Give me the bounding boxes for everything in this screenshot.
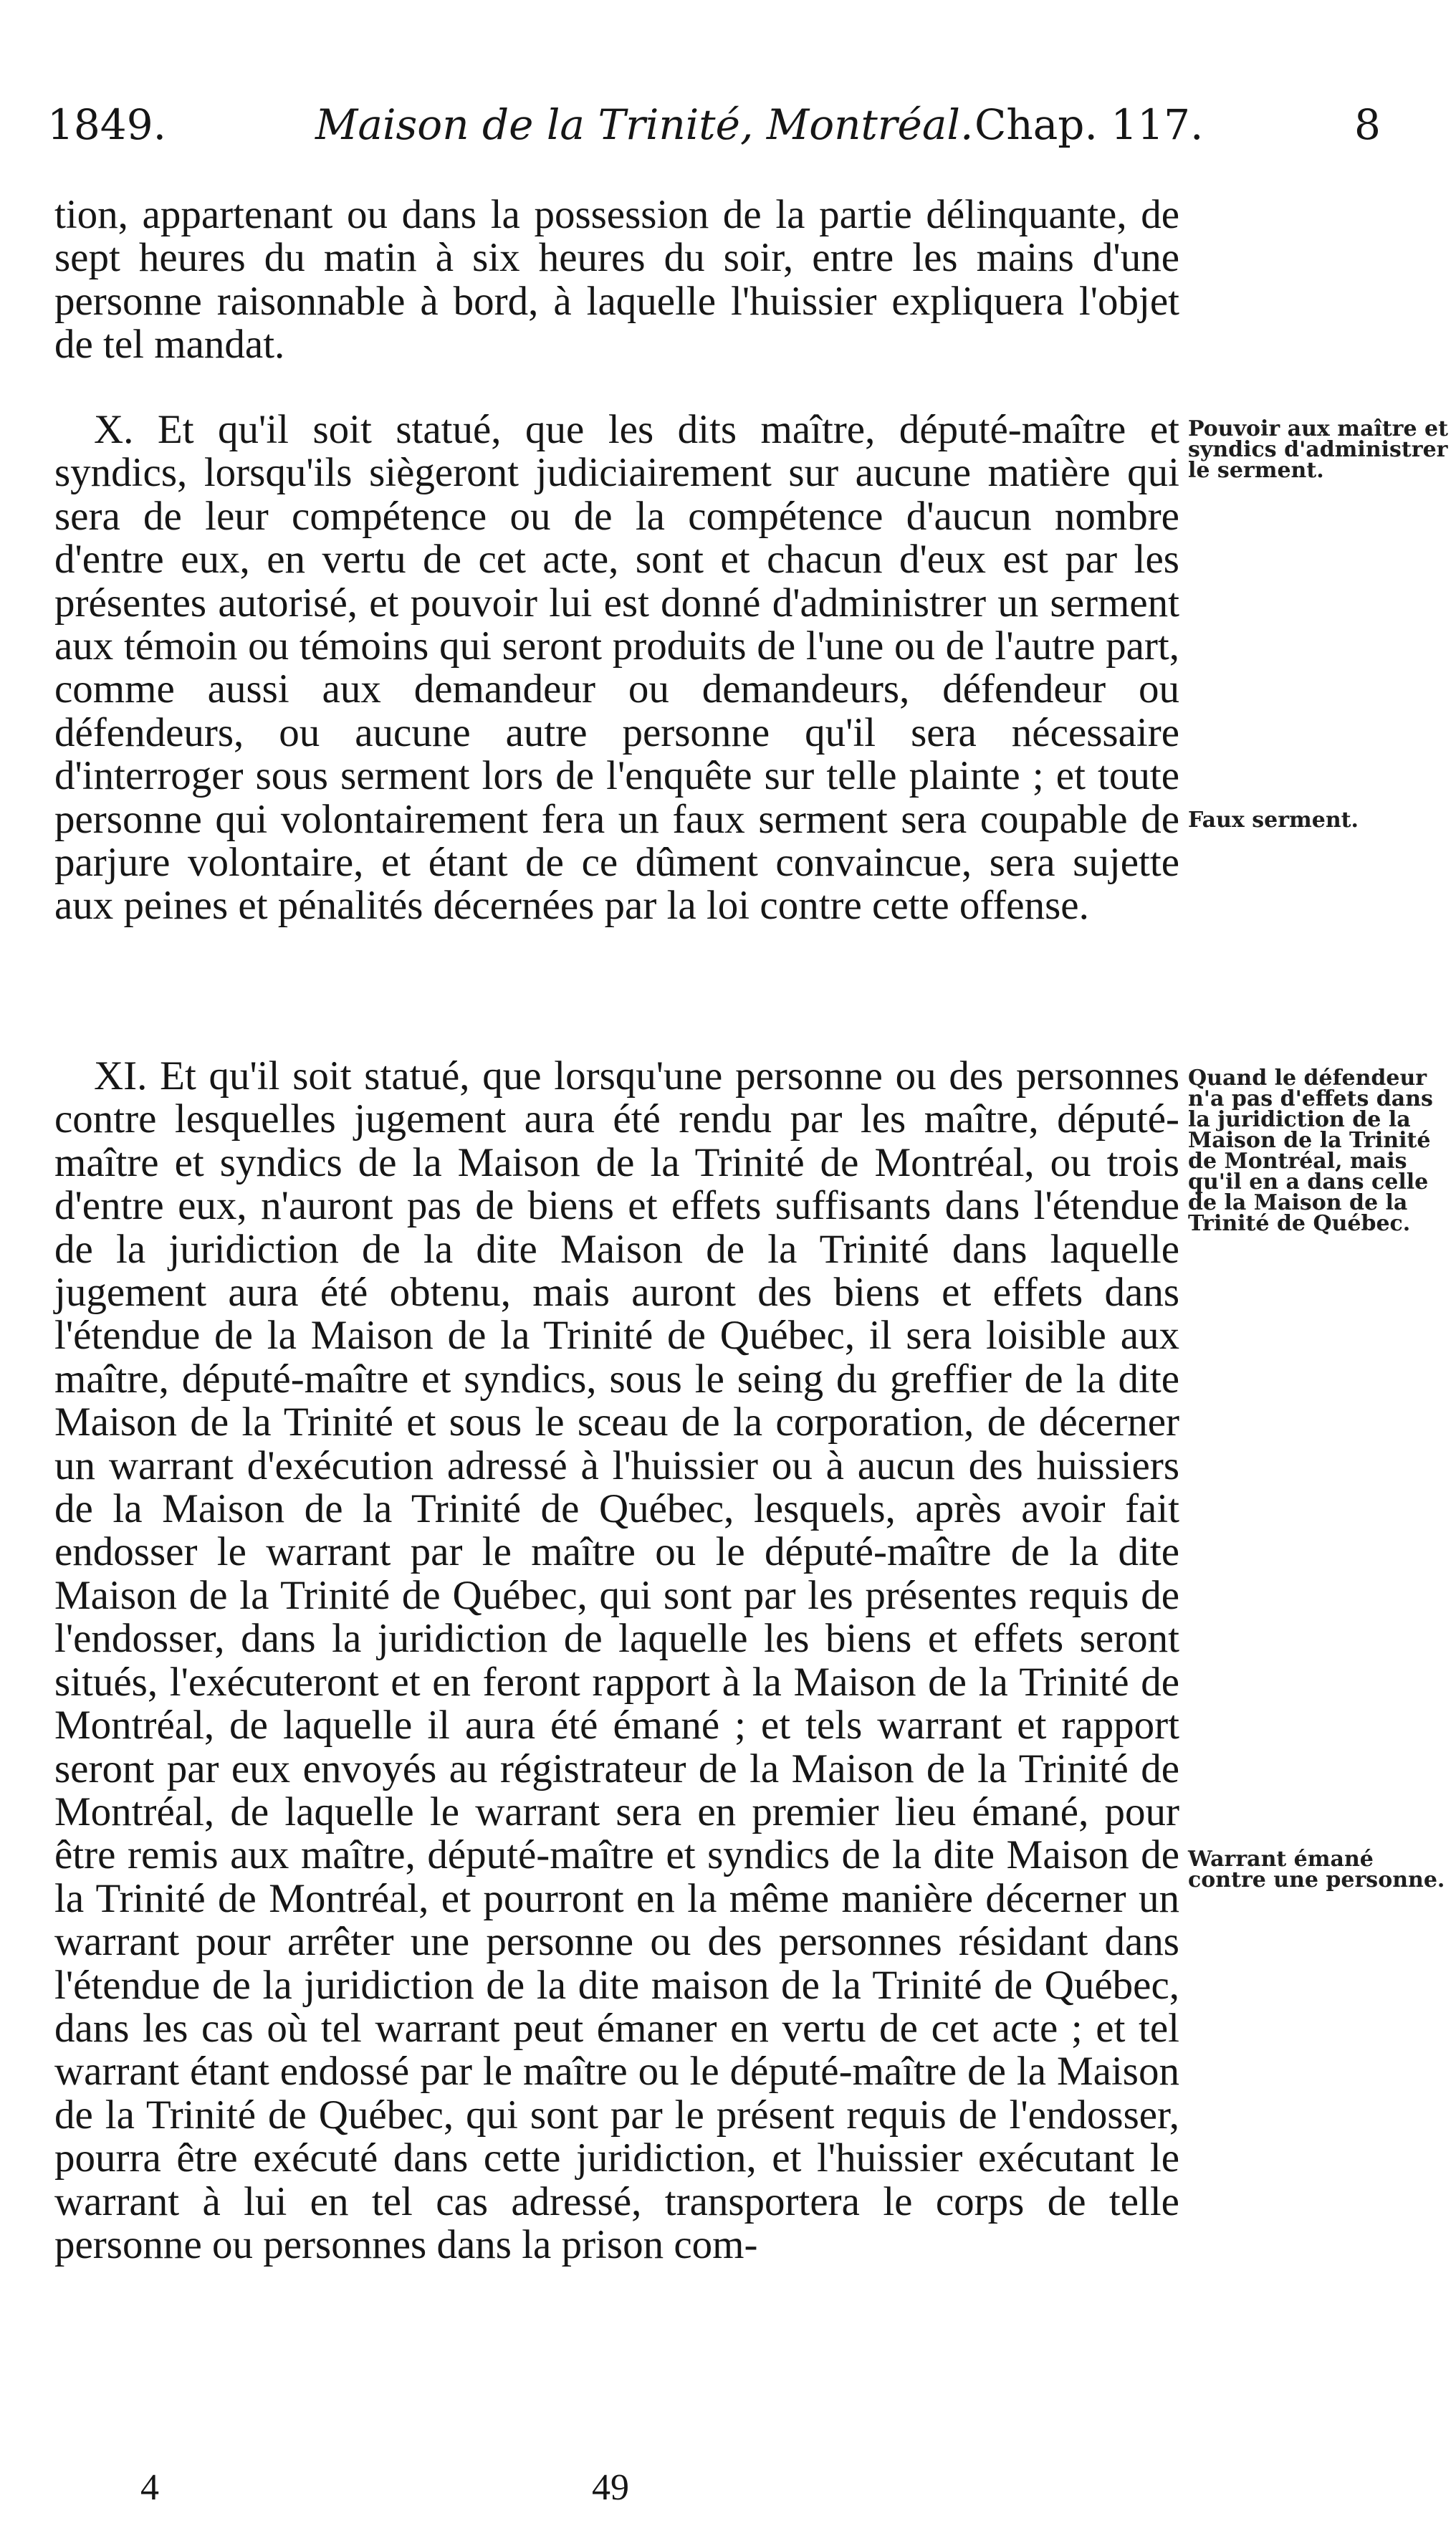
footer-signature-mark: 4 [140,2467,159,2508]
header-year: 1849. [47,100,167,149]
header-chapter: Chap. 117. [974,100,1204,149]
header-title: Maison de la Trinité, Montréal. [315,100,974,149]
margin-note-quand: Quand le défendeur n'a pas d'effets dans la juridiction de la Maison de la Trinité de Montréal, mais qu'il en a dans celle de la Maison de la Trinité de Québec. [1188,1066,1433,1236]
footer-sheet-number: 49 [592,2467,629,2508]
margin-note-pouvoir: Pouvoir aux maître et syndics d'administrer le serment. [1188,416,1448,483]
margin-note-warrant: Warrant émané contre une personne. [1188,1847,1445,1893]
section-x-paragraph: X. Et qu'il soit statué, que les dits maître, député-maître et syndics, lorsqu'ils siègeront judiciairement sur aucune matière qui sera de leur compétence ou de la compétence d'aucun nombre d'entre eux, en vertu de cet acte, sont et chacun d'eux est par les présentes autorisé, et pouvoir lui est donné d'administrer un serment aux témoin ou témoins qui seront produits de l'une ou de l'autre part, comme aussi aux demandeur ou demandeurs, défendeur ou défendeurs, ou aucune autre personne qu'il sera nécessaire d'interroger sous serment lors de l'enquête sur telle plainte ; et toute personne qui volontairement fera un faux serment sera coupable de parjure volontaire, et étant de ce dûment convaincue, sera sujette aux peines et pénalités décernées par la loi contre cette offense. [54,407,1179,929]
margin-note-faux-serment: Faux serment. [1188,808,1359,833]
section-x-block [54,408,1179,928]
header-page-number: 8 [1354,100,1381,149]
continuation-paragraph: tion, appartenant ou dans la possession de la partie délinquante, de sept heures du matin à six heures du soir, entre les mains d'une personne raisonnable à bord, à laquelle l'huissier expliquera l'objet de tel mandat. [54,192,1179,368]
section-xi-block [54,1055,1179,2267]
continuation-paragraph-block [54,193,1179,367]
section-xi-paragraph: XI. Et qu'il soit statué, que lorsqu'une personne ou des personnes contre lesquelles jugement aura été rendu par les maître, député-maître et syndics de la Maison de la Trinité de Montréal, ou trois d'entre eux, n'auront pas de biens et effets suffisants dans l'étendue de la juridiction de la dite Maison de la Trinité dans laquelle jugement aura été obtenu, mais auront des biens et effets dans l'étendue de la Maison de la Trinité de Québec, il sera loisible aux maître, député-maître et syndics, sous le seing du greffier de la dite Maison de la Trinité et sous le sceau de la corporation, de décerner un warrant d'exécution adressé à l'huissier ou à aucun des huissiers de la Maison de la Trinité de Québec, lesquels, après avoir fait endosser le warrant par le maître ou le député-maître de la dite Maison de la Trinité de Québec, qui sont par les présentes requis de l'endosser, dans la juridiction de laquelle les biens et effets seront situés, l'exécuteront et en feront rapport à la Maison de la Trinité de Montréal, de laquelle il aura été émané ; et tels warrant et rapport seront par eux envoyés au régistrateur de la Maison de la Trinité de Montréal, de laquelle le warrant sera en premier lieu émané, pour être remis aux maître, député-maître et syndics de la dite Maison de la Trinité de Montréal, et pourront en la même manière décerner un warrant pour arrêter une personne ou des personnes résidant dans l'étendue de la juridiction de la dite maison de la Trinité de Québec, dans les cas où tel warrant peut émaner en vertu de cet acte ; et tel warrant étant endossé par le maître ou le député-maître de la Maison de la Trinité de Québec, qui sont par le présent requis de l'endosser, pourra être exécuté dans cette juridiction, et l'huissier exécutant le warrant à lui en tel cas adressé, transportera le corps de telle personne ou personnes dans la prison com- [54,1053,1179,2267]
